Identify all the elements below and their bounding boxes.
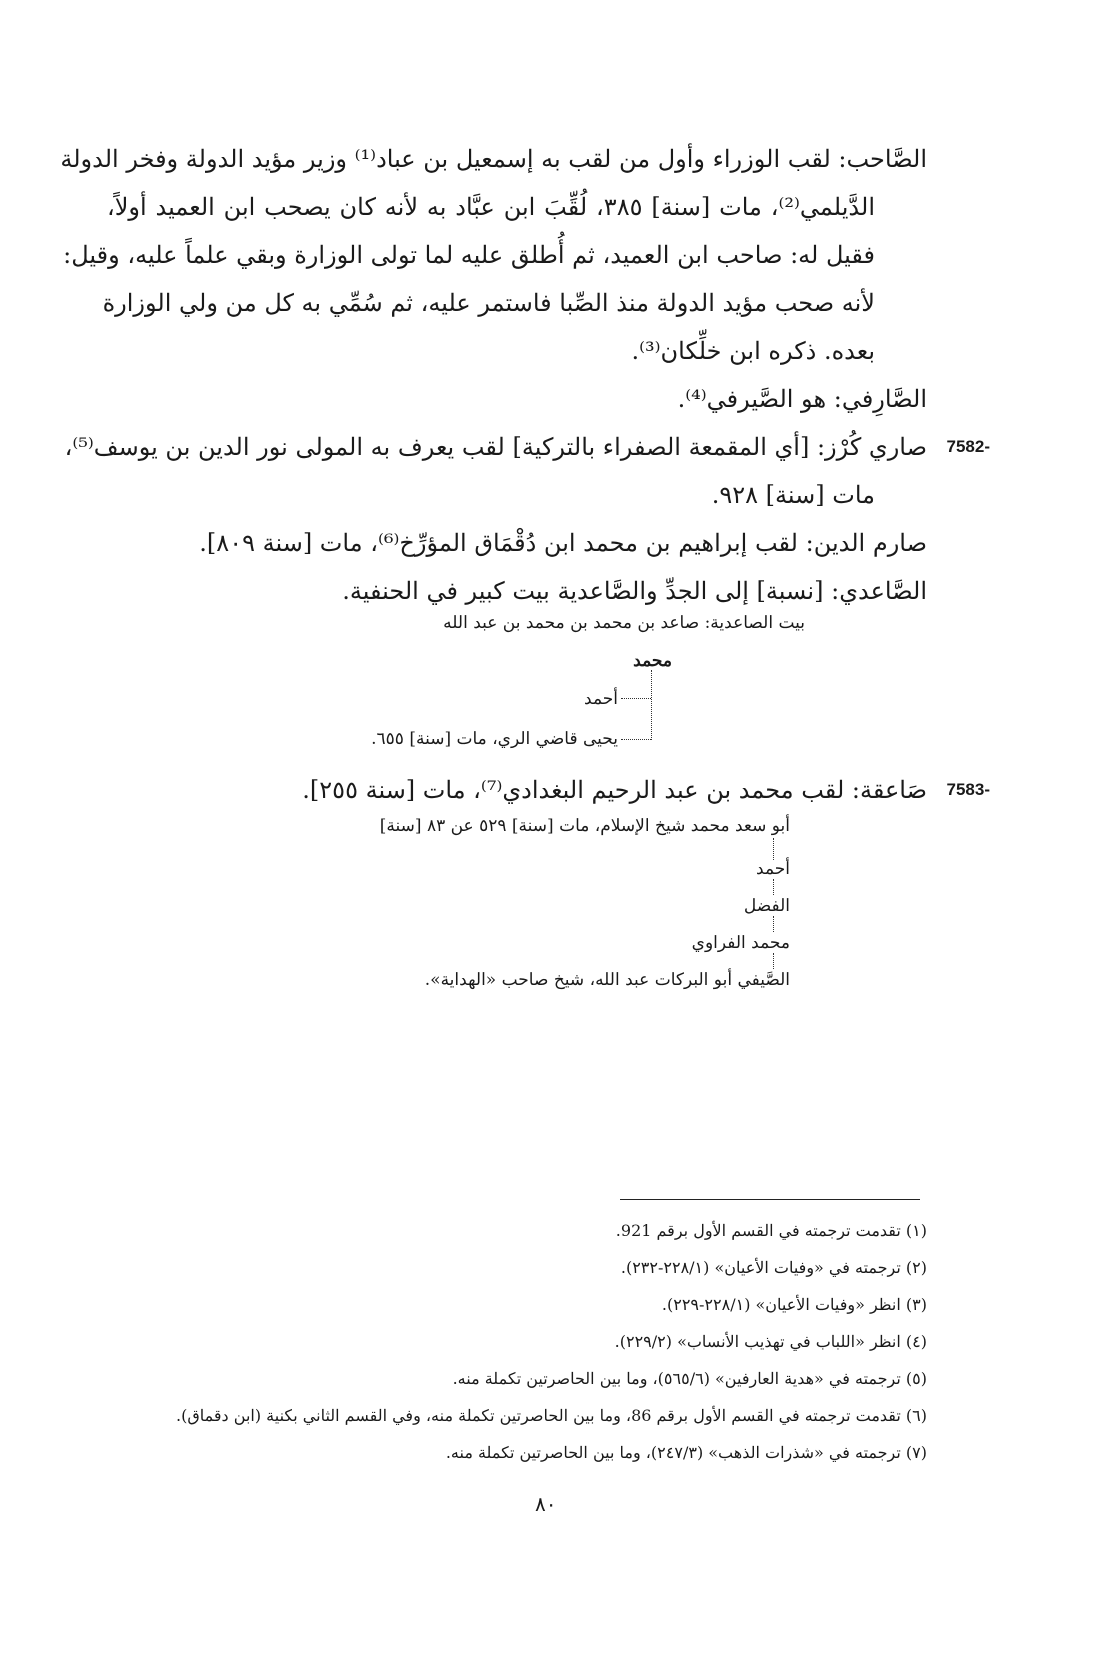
genealogy-1-root: محمد	[633, 651, 672, 671]
entry-7582-line-1-wrap	[64, 423, 990, 471]
footnote-7: (٧) ترجمته في «شذرات الذهب» (٢٤٧/٣)، وما بين الحاصرتين تكملة منه.	[445, 1443, 927, 1462]
footnote-3: (٣) انظر «وفيات الأعيان» (٢٢٨/١-٢٢٩).	[661, 1295, 927, 1314]
entry-7583-text: صَاعقة: لقب محمد بن عبد الرحيم البغدادي⁽⁷⁾، مات [سنة ٢٥٥].	[302, 776, 927, 804]
genealogy-1-child-yahya: يحيى قاضي الري، مات [سنة] ٦٥٥.	[371, 729, 618, 749]
entry-7582-line-1: صاري كُرْز: [أي المقمعة الصفراء بالتركية] لقب يعرف به المولى نور الدين بن يوسف⁽⁵⁾،	[64, 433, 927, 461]
footnote-2: (٢) ترجمته في «وفيات الأعيان» (٢٢٨/١-٢٣٢).	[620, 1258, 927, 1277]
genealogy-2-gen-4: محمد الفراوي	[691, 933, 790, 953]
entry-7582-line-2: مات [سنة] ٩٢٨.	[711, 481, 875, 509]
footnote-4: (٤) انظر «اللباب في تهذيب الأنساب» (٢٢٩/٢).	[614, 1332, 927, 1351]
entry-sahib-line-2: الدَّيلمي⁽²⁾، مات [سنة] ٣٨٥، لُقِّبَ ابن عبَّاد به لأنه كان يصحب ابن العميد أولاً،	[107, 193, 875, 221]
entry-saidi: الصَّاعدي: [نسبة] إلى الجدِّ والصَّاعدية بيت كبير في الحنفية.	[342, 577, 927, 605]
genealogy-2-gen-3: الفضل	[743, 896, 790, 916]
entry-sarifi: الصَّارِفي: هو الصَّيرفي⁽⁴⁾.	[677, 385, 927, 413]
entry-number-7582: 7582-	[946, 437, 990, 456]
entry-number-7583: 7583-	[946, 780, 990, 799]
genealogy-2-gen-2: أحمد	[756, 859, 790, 879]
page-number: ٨٠	[535, 1492, 557, 1516]
footnote-5: (٥) ترجمته في «هدية العارفين» (٥٦٥/٦)، وما بين الحاصرتين تكملة منه.	[452, 1369, 927, 1388]
genealogy-1-title: بيت الصاعدية: صاعد بن محمد بن محمد بن عبد الله	[443, 613, 805, 633]
entry-sahib-line-1: الصَّاحب: لقب الوزراء وأول من لقب به إسمعيل بن عباد⁽¹⁾ وزير مؤيد الدولة وفخر الدولة	[60, 145, 927, 173]
entry-sarim-al-din: صارم الدين: لقب إبراهيم بن محمد ابن دُقْمَاق المؤرِّخ⁽⁶⁾، مات [سنة ٨٠٩].	[199, 529, 927, 557]
entry-sahib-line-3: فقيل له: صاحب ابن العميد، ثم أُطلق عليه لما تولى الوزارة وبقي علماً عليه، وقيل:	[63, 241, 875, 269]
genealogy-1-branch-1	[621, 698, 651, 699]
footnote-1: (١) تقدمت ترجمته في القسم الأول برقم 921.	[615, 1221, 927, 1240]
entry-7583-wrap	[110, 766, 990, 814]
footnote-separator	[620, 1199, 920, 1200]
genealogy-2-gen-1: أبو سعد محمد شيخ الإسلام، مات [سنة] ٥٢٩ عن ٨٣ [سنة]	[379, 816, 790, 836]
entry-sahib-line-4: لأنه صحب مؤيد الدولة منذ الصِّبا فاستمر عليه، ثم سُمِّي به كل من ولي الوزارة	[102, 289, 875, 317]
footnote-6: (٦) تقدمت ترجمته في القسم الأول برقم 86، وما بين الحاصرتين تكملة منه، وفي القسم الثاني بكنية (ابن دقماق).	[176, 1406, 927, 1425]
genealogy-1-trunk	[651, 670, 652, 740]
genealogy-2-gen-5: الصَّيفي أبو البركات عبد الله، شيخ صاحب «الهداية».	[424, 970, 790, 990]
entry-sahib-line-5: بعده. ذكره ابن خلِّكان⁽³⁾.	[631, 337, 875, 365]
genealogy-1-child-ahmad: أحمد	[584, 689, 618, 709]
genealogy-1-branch-2	[621, 739, 651, 740]
